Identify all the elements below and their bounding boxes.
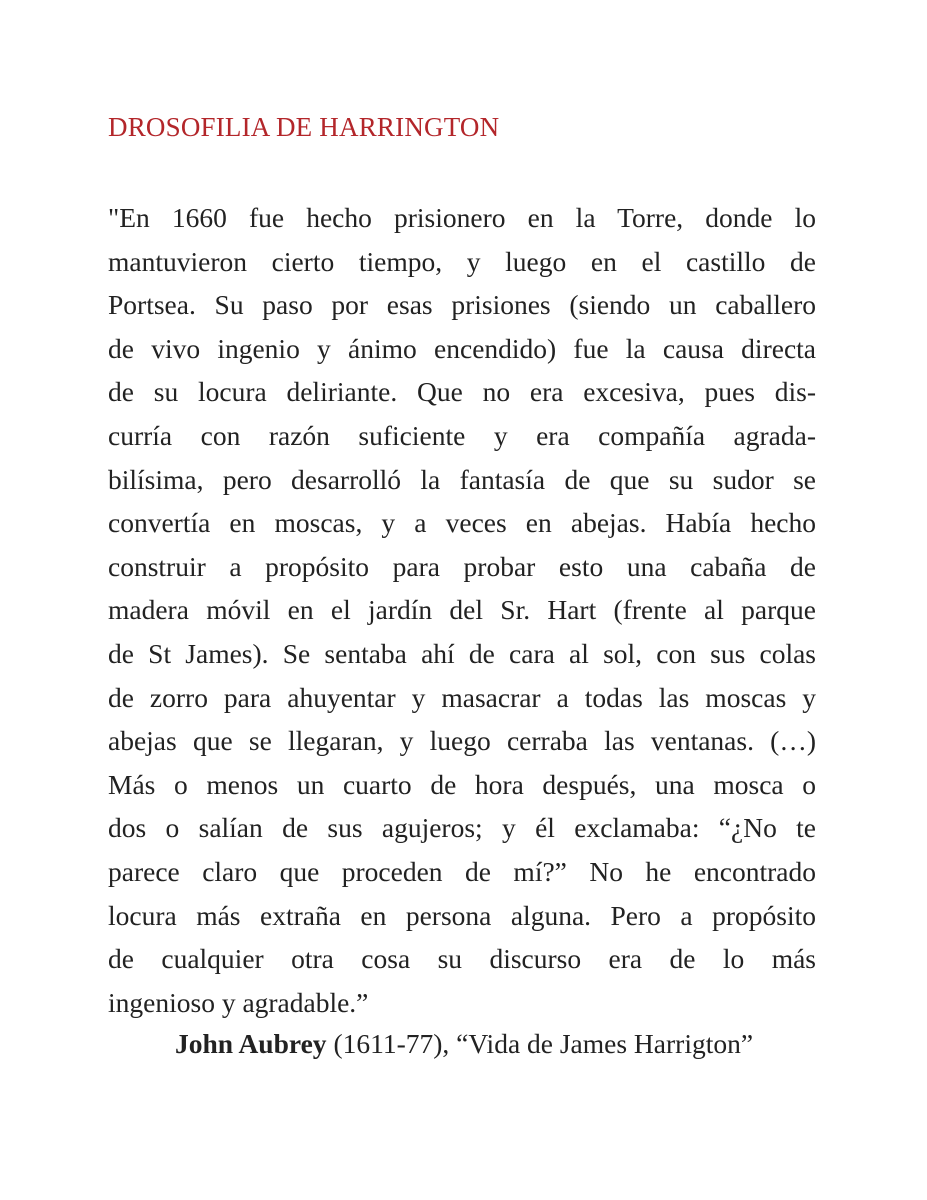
- quote-line: de su locura deliriante. Que no era excesiva, pues dis-: [108, 376, 816, 408]
- quote-line: de zorro para ahuyentar y masacrar a todas las moscas y: [108, 681, 816, 713]
- quote-line: de vivo ingenio y ánimo encendido) fue la causa directa: [108, 332, 816, 364]
- attribution: [175, 1022, 753, 1066]
- attribution-details: (1611-77), “Vida de James Harrigton”: [326, 1028, 754, 1059]
- document-title: DROSOFILIA DE HARRINGTON: [108, 112, 500, 142]
- quote-line: curría con razón suficiente y era compañía agrada-: [108, 419, 816, 451]
- quote-line: ingenioso y agradable.”: [108, 986, 369, 1018]
- quote-line: de St James). Se sentaba ahí de cara al sol, con sus colas: [108, 637, 816, 669]
- quote-line: parece claro que proceden de mí?” No he encontrado: [108, 855, 816, 887]
- quote-line: dos o salían de sus agujeros; y él exclamaba: “¿No te: [108, 812, 816, 844]
- quote-line: locura más extraña en persona alguna. Pero a propósito: [108, 899, 816, 931]
- quote-line: de cualquier otra cosa su discurso era de lo más: [108, 943, 816, 975]
- quote-line: abejas que se llegaran, y luego cerraba las ventanas. (…): [108, 725, 816, 757]
- quote-line: madera móvil en el jardín del Sr. Hart (frente al parque: [108, 594, 816, 626]
- quote-line: Más o menos un cuarto de hora después, una mosca o: [108, 768, 816, 800]
- quote-line: convertía en moscas, y a veces en abejas. Había hecho: [108, 507, 816, 539]
- quote-line: Portsea. Su paso por esas prisiones (siendo un caballero: [108, 289, 816, 321]
- quote-line: construir a propósito para probar esto una cabaña de: [108, 550, 816, 582]
- attribution-author: John Aubrey: [175, 1028, 327, 1059]
- quote-body: [108, 196, 816, 1024]
- quote-line: "En 1660 fue hecho prisionero en la Torre, donde lo: [108, 202, 816, 233]
- quote-line: bilísima, pero desarrolló la fantasía de que su sudor se: [108, 463, 816, 495]
- quote-line: mantuvieron cierto tiempo, y luego en el castillo de: [108, 245, 816, 277]
